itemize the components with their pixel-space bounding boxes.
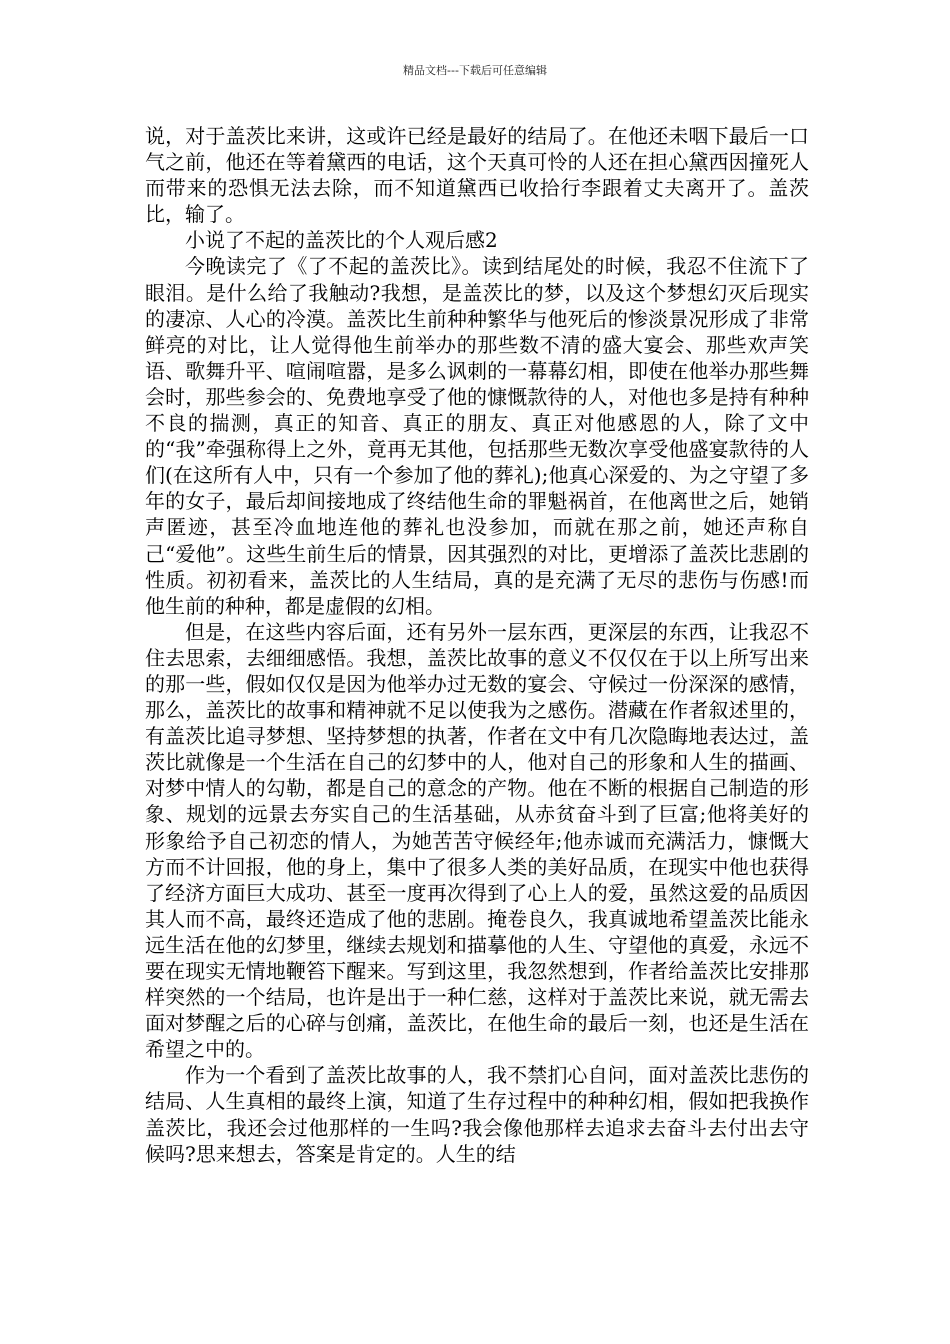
section-title: 小说了不起的盖茨比的个人观后感2: [185, 228, 498, 253]
paragraph: 但是，在这些内容后面，还有另外一层东西，更深层的东西，让我忍不住去思索，去细细感悟。我想，盖茨比故事的意义不仅仅在于以上所写出来的那一些，假如仅仅是因为他举办过无数的宴会、守候过一份深深的感情，那么，盖茨比的故事和精神就不足以使我为之感伤。潜藏在作者叙述里的，有盖茨比追寻梦想、坚持梦想的执著，作者在文中有几次隐晦地表达过，盖茨比就像是一个生活在自己的幻梦中的人，他对自己的形象和人生的描画、对梦中情人的勾勒，都是自己的意念的产物。他在不断的根据自己制造的形象、规划的远景去夯实自己的生活基础，从赤贫奋斗到了巨富;他将美好的形象给予自己初恋的情人，为她苦苦守候经年;他赤诚而充满活力，慷慨大方而不计回报，他的身上，集中了很多人类的美好品质，在现实中他也获得了经济方面巨大成功、甚至一度再次得到了心上人的爱，虽然这爱的品质因其人而不高，最终还造成了他的悲剧。掩卷良久，我真诚地希望盖茨比能永远生活在他的幻梦里，继续去规划和描摹他的人生、守望他的真爱，永远不要在现实无情地鞭笞下醒来。写到这里，我忽然想到，作者给盖茨比安排那样突然的一个结局，也许是出于一种仁慈，这样对于盖茨比来说，就无需去面对梦醒之后的心碎与创痛，盖茨比，在他生命的最后一刻，也还是生活在希望之中的。: [145, 619, 809, 1062]
paragraph-continuation: 说，对于盖茨比来讲，这或许已经是最好的结局了。在他还未咽下最后一口气之前，他还在等着黛西的电话，这个天真可怜的人还在担心黛西因撞死人而带来的恐惧无法去除，而不知道黛西已收拾行李跟着丈夫离开了。盖茨比，输了。: [145, 124, 809, 227]
document-body: [145, 123, 809, 1167]
paragraph: 今晚读完了《了不起的盖茨比》。读到结尾处的时候，我忍不住流下了眼泪。是什么给了我触动?我想，是盖茨比的梦，以及这个梦想幻灭后现实的凄凉、人心的冷漠。盖茨比生前种种繁华与他死后的惨淡景况形成了非常鲜亮的对比，让人觉得他生前举办的那些数不清的盛大宴会、那些欢声笑语、歌舞升平、喧闹喧嚣，是多么讽刺的一幕幕幻相，即使在他举办那些舞会时，那些参会的、免费地享受了他的慷慨款待的人，对他也多是持有种种不良的揣测，真正的知音、真正的朋友、真正对他感恩的人，除了文中的“我”牵强称得上之外，竟再无其他，包括那些无数次享受他盛宴款待的人们(在这所有人中，只有一个参加了他的葬礼);他真心深爱的、为之守望了多年的女子，最后却间接地成了终结他生命的罪魁祸首，在他离世之后，她销声匿迹，甚至冷血地连他的葬礼也没参加，而就在那之前，她还声称自己“爱他”。这些生前生后的情景，因其强烈的对比，更增添了盖茨比悲剧的性质。初初看来，盖茨比的人生结局，真的是充满了无尽的悲伤与伤感!而他生前的种种，都是虚假的幻相。: [145, 254, 809, 618]
page-header: 精品文档---下载后可任意编辑: [403, 64, 547, 77]
paragraph: 作为一个看到了盖茨比故事的人，我不禁扪心自问，面对盖茨比悲伤的结局、人生真相的最终上演，知道了生存过程中的种种幻相，假如把我换作盖茨比，我还会过他那样的一生吗?我会像他那样去追求去奋斗去付出去守候吗?思来想去，答案是肯定的。人生的结: [145, 1063, 809, 1166]
